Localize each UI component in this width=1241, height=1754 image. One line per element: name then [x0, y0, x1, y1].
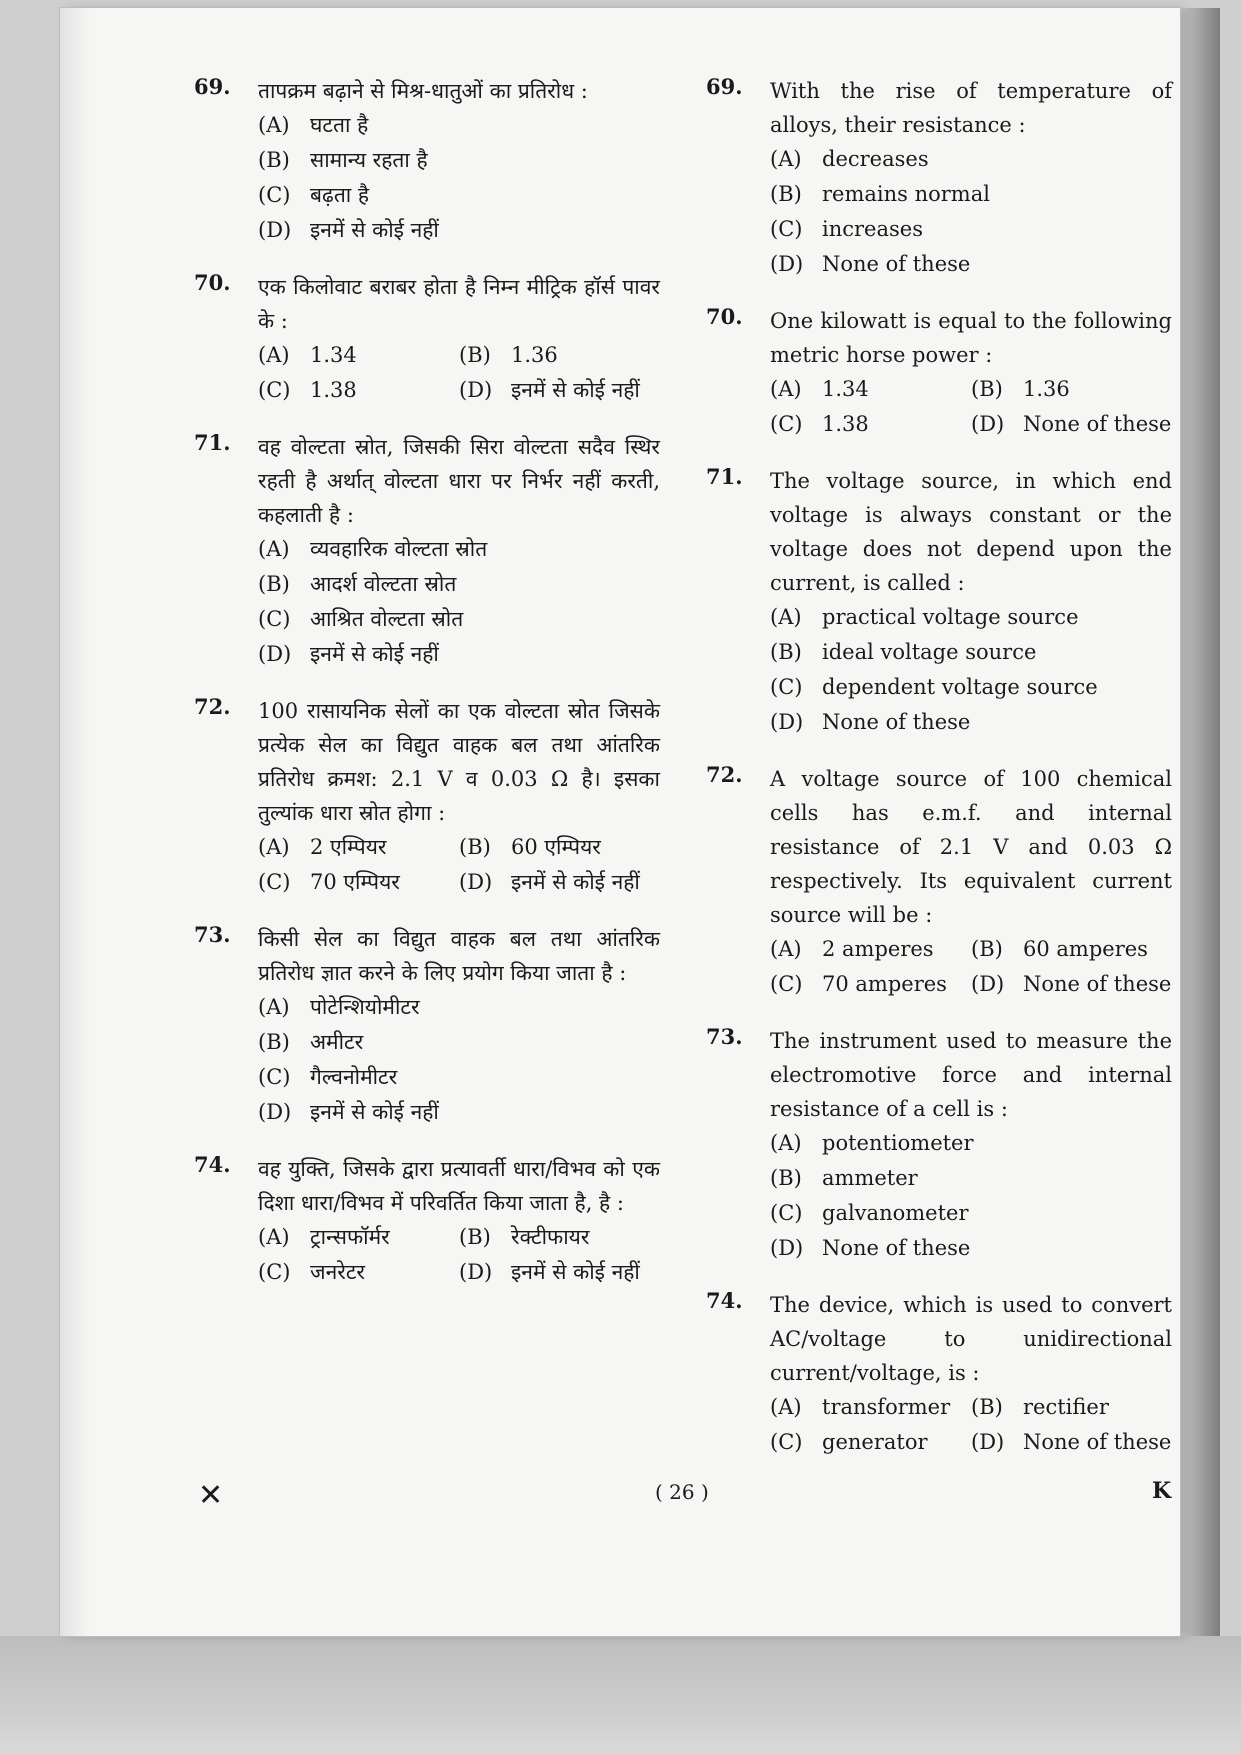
question-72-hindi	[194, 694, 660, 900]
question-72-english	[706, 762, 1172, 1002]
option-a: (A) पोटेन्शियोमीटर	[258, 995, 420, 1019]
question-70-english	[706, 304, 1172, 442]
question-69-english	[706, 74, 1172, 282]
option-c: (C) गैल्वनोमीटर	[258, 1065, 398, 1089]
question-71-english	[706, 464, 1172, 740]
question-text: 100 रासायनिक सेलों का एक वोल्टता स्रोत जिसके प्रत्येक सेल का विद्युत वाहक बल तथा आंतरिक प्रतिरोध क्रमश: 2.1 V व 0.03 Ω है। इसका तुल्यांक धारा स्रोत होगा :	[258, 699, 660, 825]
option-a: (A) decreases	[770, 147, 929, 171]
option-a: (A) ट्रान्सफॉर्मर	[258, 1225, 390, 1249]
question-69-hindi	[194, 74, 660, 248]
question-70-hindi	[194, 270, 660, 408]
question-text: एक किलोवाट बराबर होता है निम्न मीट्रिक हॉर्स पावर के :	[258, 275, 660, 333]
option-b: (B) रेक्टीफायर	[459, 1225, 590, 1249]
option-d: (D) इनमें से कोई नहीं	[459, 378, 640, 402]
question-text: किसी सेल का विद्युत वाहक बल तथा आंतरिक प्रतिरोध ज्ञात करने के लिए प्रयोग किया जाता है :	[258, 927, 660, 985]
option-d: (D) इनमें से कोई नहीं	[459, 870, 640, 894]
question-71-hindi	[194, 430, 660, 672]
question-number: 71.	[706, 464, 743, 489]
option-a: (A) potentiometer	[770, 1131, 974, 1155]
question-text: One kilowatt is equal to the following metric horse power :	[770, 309, 1172, 367]
question-text: The instrument used to measure the electromotive force and internal resistance of a cell is :	[770, 1029, 1172, 1121]
cross-mark-icon: ✕	[198, 1478, 224, 1513]
option-c: (C) galvanometer	[770, 1201, 969, 1225]
page-number: ( 26 )	[655, 1480, 709, 1504]
option-c: (C) 70 amperes	[770, 972, 947, 996]
question-number: 73.	[194, 922, 231, 947]
question-number: 72.	[194, 694, 231, 719]
option-a: (A) 1.34	[258, 343, 357, 367]
option-d: (D) None of these	[971, 972, 1172, 996]
english-column	[706, 74, 1172, 1482]
option-d: (D) None of these	[971, 1430, 1172, 1454]
question-text: The device, which is used to convert AC/voltage to unidirectional current/voltage, is :	[770, 1293, 1172, 1385]
option-b: (B) 1.36	[459, 343, 558, 367]
question-text: वह वोल्टता स्रोत, जिसकी सिरा वोल्टता सदैव स्थिर रहती है अर्थात् वोल्टता धारा पर निर्भर नहीं करती, कहलाती है :	[258, 435, 660, 527]
option-d: (D) None of these	[971, 412, 1172, 436]
question-number: 74.	[194, 1152, 231, 1177]
option-c: (C) बढ़ता है	[258, 183, 370, 207]
question-number: 70.	[706, 304, 743, 329]
question-number: 72.	[706, 762, 743, 787]
option-c: (C) आश्रित वोल्टता स्रोत	[258, 607, 464, 631]
hindi-column	[194, 74, 660, 1312]
option-c: (C) जनरेटर	[258, 1260, 365, 1284]
option-b: (B) rectifier	[971, 1395, 1109, 1419]
question-73-hindi	[194, 922, 660, 1130]
option-a: (A) 2 amperes	[770, 937, 934, 961]
page-fold-shadow	[60, 8, 90, 1636]
option-c: (C) 70 एम्पियर	[258, 870, 400, 894]
option-d: (D) इनमें से कोई नहीं	[258, 1100, 439, 1124]
question-number: 73.	[706, 1024, 743, 1049]
option-d: (D) None of these	[770, 252, 971, 276]
booklet-code: K	[1152, 1478, 1172, 1504]
option-b: (B) remains normal	[770, 182, 990, 206]
option-d: (D) इनमें से कोई नहीं	[258, 642, 439, 666]
question-text: तापक्रम बढ़ाने से मिश्र-धातुओं का प्रतिरोध :	[258, 79, 588, 103]
option-b: (B) ideal voltage source	[770, 640, 1037, 664]
option-d: (D) None of these	[770, 1236, 971, 1260]
option-b: (B) 60 amperes	[971, 937, 1148, 961]
option-c: (C) dependent voltage source	[770, 675, 1098, 699]
question-text: वह युक्ति, जिसके द्वारा प्रत्यावर्ती धारा/विभव को एक दिशा धारा/विभव में परिवर्तित किया जाता है, है :	[258, 1157, 660, 1215]
question-number: 69.	[706, 74, 743, 99]
question-number: 71.	[194, 430, 231, 455]
option-a: (A) 2 एम्पियर	[258, 835, 387, 859]
option-a: (A) व्यवहारिक वोल्टता स्रोत	[258, 537, 488, 561]
question-text: The voltage source, in which end voltage is always constant or the voltage does not depend upon the current, is called :	[770, 469, 1172, 595]
option-a: (A) 1.34	[770, 377, 869, 401]
option-a: (A) घटता है	[258, 113, 369, 137]
option-d: (D) इनमें से कोई नहीं	[459, 1260, 640, 1284]
question-73-english	[706, 1024, 1172, 1266]
option-a: (A) transformer	[770, 1395, 951, 1419]
question-text: A voltage source of 100 chemical cells has e.m.f. and internal resistance of 2.1 V and 0.03 Ω respectively. Its equivalent current source will be :	[770, 767, 1172, 927]
question-number: 69.	[194, 74, 231, 99]
option-c: (C) 1.38	[258, 378, 357, 402]
option-d: (D) None of these	[770, 710, 971, 734]
question-number: 70.	[194, 270, 231, 295]
option-b: (B) सामान्य रहता है	[258, 148, 428, 172]
option-c: (C) 1.38	[770, 412, 869, 436]
question-number: 74.	[706, 1288, 743, 1313]
option-a: (A) practical voltage source	[770, 605, 1079, 629]
question-text: With the rise of temperature of alloys, their resistance :	[770, 79, 1172, 137]
question-74-english	[706, 1288, 1172, 1460]
option-c: (C) increases	[770, 217, 923, 241]
option-c: (C) generator	[770, 1430, 928, 1454]
page-edge-shadow	[1180, 8, 1220, 1636]
option-b: (B) आदर्श वोल्टता स्रोत	[258, 572, 457, 596]
option-b: (B) ammeter	[770, 1166, 918, 1190]
option-b: (B) 60 एम्पियर	[459, 835, 601, 859]
question-74-hindi	[194, 1152, 660, 1290]
option-b: (B) अमीटर	[258, 1030, 364, 1054]
option-b: (B) 1.36	[971, 377, 1070, 401]
scan-bottom-margin	[0, 1636, 1241, 1754]
option-d: (D) इनमें से कोई नहीं	[258, 218, 439, 242]
